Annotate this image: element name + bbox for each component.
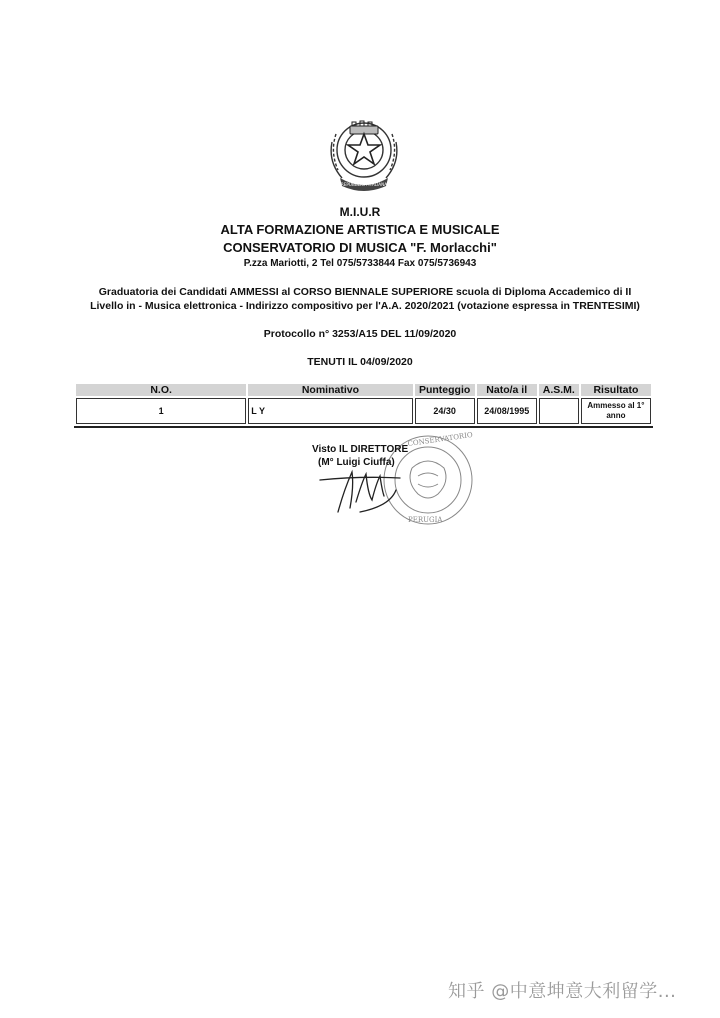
intro-line-1: Graduatoria dei Candidati AMMESSI al CORSO BIENNALE SUPERIORE scuola di Diploma Accademico di II: [98, 286, 632, 298]
risultato-line-2: anno: [606, 411, 626, 420]
header-nato: Nato/a il: [477, 384, 537, 396]
ranking-table: [74, 382, 653, 428]
cell-punteggio: 24/30: [415, 398, 475, 424]
director-name: (M° Luigi Ciuffa): [318, 457, 395, 468]
risultato-line-1: Ammesso al 1°: [587, 401, 645, 410]
conservatory-address: P.zza Mariotti, 2 Tel 075/5733844 Fax 075/5736943: [243, 258, 477, 269]
conservatory-title: CONSERVATORIO DI MUSICA "F. Morlacchi": [223, 240, 497, 255]
protocol-number: Protocollo n° 3253/A15 DEL 11/09/2020: [263, 328, 457, 340]
emblem-ribbon-text: REPUBBLICA ITALIANA: [340, 182, 388, 187]
table-row: [76, 398, 651, 424]
ministry-title: M.I.U.R: [339, 205, 381, 219]
intro-line-2: Livello in - Musica elettronica - Indirizzo compositivo per l'A.A. 2020/2021 (votazione espressa in TRENTESIMI): [90, 300, 640, 312]
cell-no: 1: [76, 398, 246, 424]
afam-title: ALTA FORMAZIONE ARTISTICA E MUSICALE: [220, 222, 500, 237]
header-punteggio: Punteggio: [415, 384, 475, 396]
table-header-row: [76, 384, 651, 396]
header-no: N.O.: [76, 384, 246, 396]
cell-nominativo: L Y: [248, 398, 412, 424]
stamp-bottom-text: PERUGIA: [408, 516, 443, 524]
cell-asm: [539, 398, 579, 424]
signature-block: [312, 443, 408, 469]
cell-nato: 24/08/1995: [477, 398, 537, 424]
header-asm: A.S.M.: [539, 384, 579, 396]
republic-emblem-icon: [322, 112, 406, 194]
visto-direttore: Visto IL DIRETTORE: [312, 444, 409, 455]
cell-risultato: [581, 398, 651, 424]
exam-date: TENUTI IL 04/09/2020: [307, 356, 413, 368]
stamp-top-text: CONSERVATORIO: [407, 430, 474, 448]
header-risultato: Risultato: [581, 384, 651, 396]
zhihu-watermark: 知乎 @中意坤意大利留学...: [448, 981, 677, 1002]
header-nominativo: Nominativo: [248, 384, 412, 396]
ranking-intro: [80, 285, 650, 313]
